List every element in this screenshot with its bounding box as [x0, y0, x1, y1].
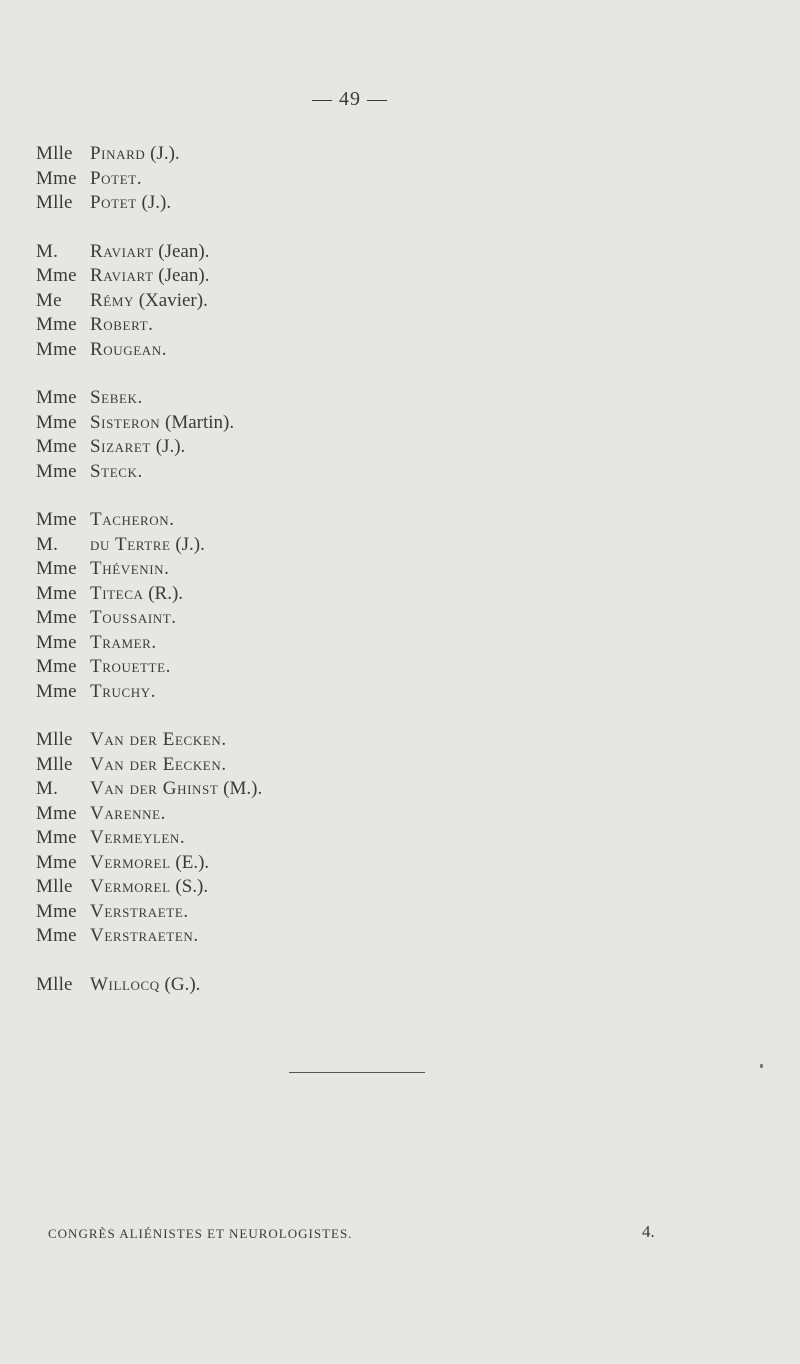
list-item: [36, 338, 636, 363]
surname: Varenne.: [90, 802, 166, 824]
honorific: M.: [36, 778, 59, 799]
honorific: Mme: [36, 656, 77, 677]
list-item: [36, 508, 636, 533]
honorific: Mme: [36, 925, 77, 946]
honorific: Mme: [36, 582, 77, 604]
given-name: (G.).: [164, 973, 201, 995]
given-name: (M.).: [223, 778, 263, 799]
honorific: Mme: [36, 631, 77, 653]
honorific: Mlle: [36, 753, 73, 775]
honorific: Mme: [36, 167, 77, 189]
surname: Potet: [90, 192, 137, 213]
list-item: [36, 264, 636, 289]
surname: Van der Eecken.: [90, 729, 227, 750]
surname: Truchy.: [90, 680, 157, 702]
honorific: Mme: [36, 460, 77, 482]
list-item: [36, 851, 636, 876]
given-name: (Xavier).: [138, 289, 208, 311]
honorific: Mme: [36, 509, 77, 530]
honorific: M.: [36, 533, 59, 555]
list-item: [36, 900, 636, 925]
honorific: Mme: [36, 436, 77, 457]
surname: Robert.: [90, 314, 154, 335]
list-item: [36, 142, 636, 167]
surname: Tacheron.: [90, 509, 175, 530]
honorific: Mlle: [36, 973, 73, 995]
given-name: (E.).: [175, 851, 210, 873]
honorific: Mme: [36, 338, 77, 360]
honorific: Mme: [36, 851, 77, 873]
honorific: Mlle: [36, 876, 73, 897]
surname: Sizaret: [90, 436, 151, 457]
closing-rule: [289, 1072, 425, 1073]
list-item: [36, 973, 636, 998]
list-item: [36, 289, 636, 314]
given-name: (S.).: [175, 876, 209, 897]
surname: Verstraeten.: [90, 925, 199, 946]
list-item: [36, 606, 636, 631]
honorific: Mme: [36, 680, 77, 702]
surname: Van der Eecken.: [90, 753, 227, 775]
given-name: (Jean).: [158, 265, 210, 286]
footer-signature: CONGRÈS ALIÉNISTES ET NEUROLOGISTES.: [48, 1226, 353, 1241]
given-name: (Jean).: [158, 240, 210, 262]
surname: Sebek.: [90, 387, 143, 408]
name-group: [36, 386, 636, 484]
honorific: Mme: [36, 607, 77, 628]
surname: Toussaint.: [90, 607, 177, 628]
honorific: Me: [36, 289, 62, 311]
attendee-list: [36, 142, 636, 1021]
given-name: (J.).: [175, 533, 205, 555]
list-item: [36, 533, 636, 558]
surname: Potet.: [90, 167, 143, 189]
name-group: [36, 728, 636, 949]
surname: du Tertre: [90, 533, 171, 555]
surname: Raviart: [90, 265, 154, 286]
surname: Verstraete.: [90, 900, 189, 922]
list-item: [36, 460, 636, 485]
honorific: Mme: [36, 411, 77, 433]
honorific: Mme: [36, 900, 77, 922]
name-group: [36, 240, 636, 363]
surname: Vermorel: [90, 851, 171, 873]
list-item: [36, 655, 636, 680]
list-item: [36, 802, 636, 827]
surname: Rougean.: [90, 338, 168, 360]
list-item: [36, 435, 636, 460]
list-item: [36, 386, 636, 411]
honorific: M.: [36, 240, 59, 262]
list-item: [36, 826, 636, 851]
surname: Willocq: [90, 973, 160, 995]
given-name: (Martin).: [165, 411, 235, 433]
surname: Vermeylen.: [90, 827, 186, 848]
surname: Van der Ghinst: [90, 778, 219, 799]
given-name: (R.).: [148, 582, 184, 604]
list-item: [36, 924, 636, 949]
footer-sheet-number: 4.: [642, 1222, 655, 1241]
honorific: Mme: [36, 802, 77, 824]
surname: Rémy: [90, 289, 134, 311]
surname: Tramer.: [90, 631, 157, 653]
given-name: (J.).: [150, 143, 180, 164]
honorific: Mme: [36, 827, 77, 848]
surname: Vermorel: [90, 876, 171, 897]
list-item: [36, 191, 636, 216]
list-item: [36, 167, 636, 192]
list-item: [36, 313, 636, 338]
list-item: [36, 582, 636, 607]
list-item: [36, 557, 636, 582]
surname: Sisteron: [90, 411, 161, 433]
list-item: [36, 680, 636, 705]
given-name: (J.).: [141, 192, 172, 213]
given-name: (J.).: [155, 436, 186, 457]
ink-speck: [760, 1064, 763, 1068]
list-item: [36, 728, 636, 753]
honorific: Mme: [36, 265, 77, 286]
list-item: [36, 875, 636, 900]
list-item: [36, 411, 636, 436]
name-group: [36, 142, 636, 216]
name-group: [36, 973, 636, 998]
page-number: — 49 —: [312, 88, 388, 110]
surname: Pinard: [90, 143, 146, 164]
name-group: [36, 508, 636, 704]
honorific: Mme: [36, 314, 77, 335]
list-item: [36, 777, 636, 802]
list-item: [36, 631, 636, 656]
surname: Titeca: [90, 582, 144, 604]
surname: Thévenin.: [90, 558, 170, 579]
list-item: [36, 753, 636, 778]
honorific: Mme: [36, 387, 77, 408]
surname: Raviart: [90, 240, 154, 262]
surname: Steck.: [90, 460, 143, 482]
honorific: Mlle: [36, 143, 73, 164]
honorific: Mme: [36, 558, 77, 579]
list-item: [36, 240, 636, 265]
surname: Trouette.: [90, 656, 171, 677]
honorific: Mlle: [36, 192, 73, 213]
honorific: Mlle: [36, 729, 73, 750]
